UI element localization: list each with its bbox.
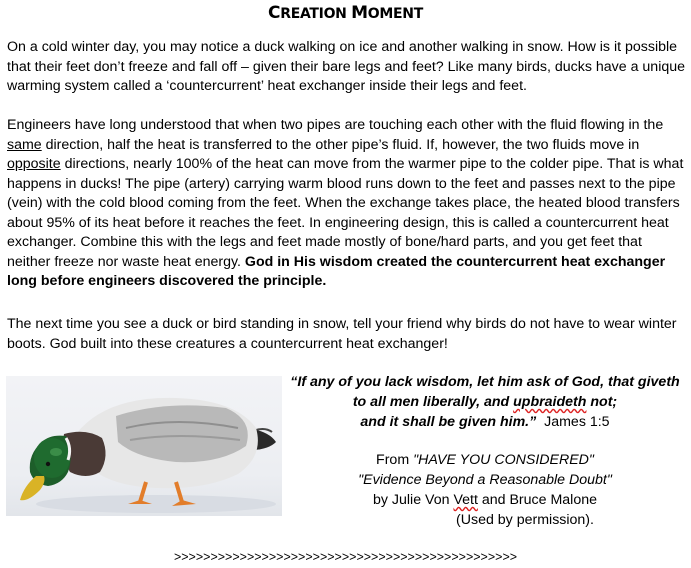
quote-line-3: and it shall be given him.” James 1:5	[360, 414, 610, 430]
source-authors: by Julie Von Vett and Bruce Malone	[372, 492, 597, 508]
paragraph-intro: On a cold winter day, you may notice a duck walking on ice and another walking in snow. How is it possible that their feet don’t freeze and fall off – given their bare legs and feet? Like many birds, ducks have a unique warming system called a ‘countercurrent’ heat exchanger inside their legs and feet.	[7, 39, 686, 94]
underlined-same: same	[7, 136, 42, 153]
divider-arrows: >>>>>>>>>>>>>>>>>>>>>>>>>>>>>>>>>>>>>>>>>>>>>>>	[173, 550, 518, 564]
source-permission: (Used by permission).	[456, 512, 594, 528]
quote-line-1: “If any of you lack wisdom, let him ask of God, that giveth	[290, 374, 680, 390]
scripture-quote	[288, 372, 682, 432]
source-citation	[288, 450, 682, 530]
source-subtitle: "Evidence Beyond a Reasonable Doubt"	[358, 472, 612, 488]
paragraph-engineering: Engineers have long understood that when two pipes are touching each other with the fluid flowing in the same direction, half the heat is transferred to the other pipe’s fluid. If, however, the two fluids move in opposite directions, nearly 100% of the heat can move from the warmer pipe to the colder pipe. That is what happens in ducks! The pipe (artery) carrying warm blood runs down to the feet and passes next to the pipe (vein) with the cold blood coming from the feet. When the exchange takes place, the heated blood transfers about 95% of its heat before it reaches the feet. In engineering design, this is called a countercurrent heat exchanger. Combine this with the legs and feet made mostly of bone/hard parts, and you get feet that neither freeze nor waste heat energy. God in His wisdom created the countercurrent heat exchanger long before engineers discovered the principle.	[7, 117, 684, 289]
page-title: CREATION MOMENT	[268, 3, 423, 23]
duck-image	[6, 376, 282, 516]
spellcheck-word: upbraideth	[513, 394, 587, 410]
quote-line-2: to all men liberally, and upbraideth not;	[352, 394, 618, 410]
paragraph-conclusion: The next time you see a duck or bird standing in snow, tell your friend why birds do not have to wear winter boots. God built into these creatures a countercurrent heat exchanger!	[7, 316, 677, 352]
underlined-opposite: opposite	[7, 156, 61, 172]
quote-reference: James 1:5	[544, 414, 610, 430]
source-line-1: From "HAVE YOU CONSIDERED"	[376, 452, 594, 468]
bold-statement: God in His wisdom created the countercurrent heat exchanger long before engineers discovered the principle.	[7, 253, 666, 289]
